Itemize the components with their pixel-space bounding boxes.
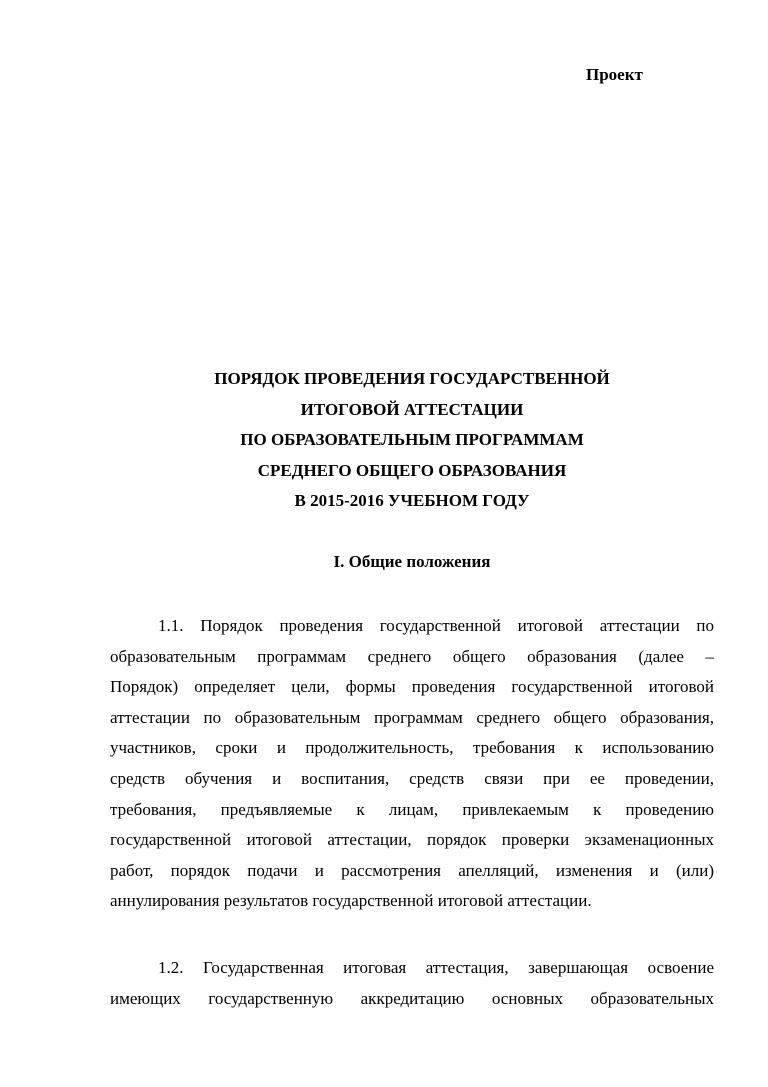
paragraph-line: аттестации по образовательным программам среднего общего образования, bbox=[110, 707, 714, 727]
paragraph-line: имеющих государственную аккредитацию основных образовательных bbox=[110, 988, 714, 1008]
paragraph-1-1 bbox=[110, 611, 714, 917]
title-line: ПОРЯДОК ПРОВЕДЕНИЯ ГОСУДАРСТВЕННОЙ bbox=[214, 369, 610, 388]
document-title bbox=[110, 364, 714, 517]
paragraph-line: государственной итоговой аттестации, порядок проверки экзаменационных bbox=[110, 830, 714, 850]
title-line: ИТОГОВОЙ АТТЕСТАЦИИ bbox=[300, 399, 524, 419]
title-line: В 2015-2016 УЧЕБНОМ ГОДУ bbox=[294, 491, 530, 510]
paragraph-line: работ, порядок подачи и рассмотрения апелляций, изменения и (или) bbox=[110, 860, 714, 880]
paragraph-line: Порядок) определяет цели, формы проведения государственной итоговой bbox=[110, 677, 714, 697]
paragraph-line: средств обучения и воспитания, средств связи при ее проведении, bbox=[110, 768, 714, 788]
paragraph-line: 1.1. Порядок проведения государственной итоговой аттестации по bbox=[158, 616, 714, 635]
title-line: СРЕДНЕГО ОБЩЕГО ОБРАЗОВАНИЯ bbox=[257, 460, 567, 480]
title-line: ПО ОБРАЗОВАТЕЛЬНЫМ ПРОГРАММАМ bbox=[240, 430, 584, 449]
paragraph-line: 1.2. Государственная итоговая аттестация, завершающая освоение bbox=[158, 958, 714, 977]
paragraph-line: участников, сроки и продолжительность, требования к использованию bbox=[110, 738, 714, 758]
paragraph-line: требования, предъявляемые к лицам, привлекаемым к проведению bbox=[110, 799, 714, 819]
paragraph-line: аннулирования результатов государственной итоговой аттестации. bbox=[110, 891, 592, 911]
draft-label: Проект bbox=[586, 65, 643, 84]
paragraph-line: образовательным программам среднего общего образования (далее – bbox=[110, 646, 714, 666]
section-heading: I. Общие положения bbox=[333, 552, 491, 571]
paragraph-1-2 bbox=[110, 953, 714, 1014]
